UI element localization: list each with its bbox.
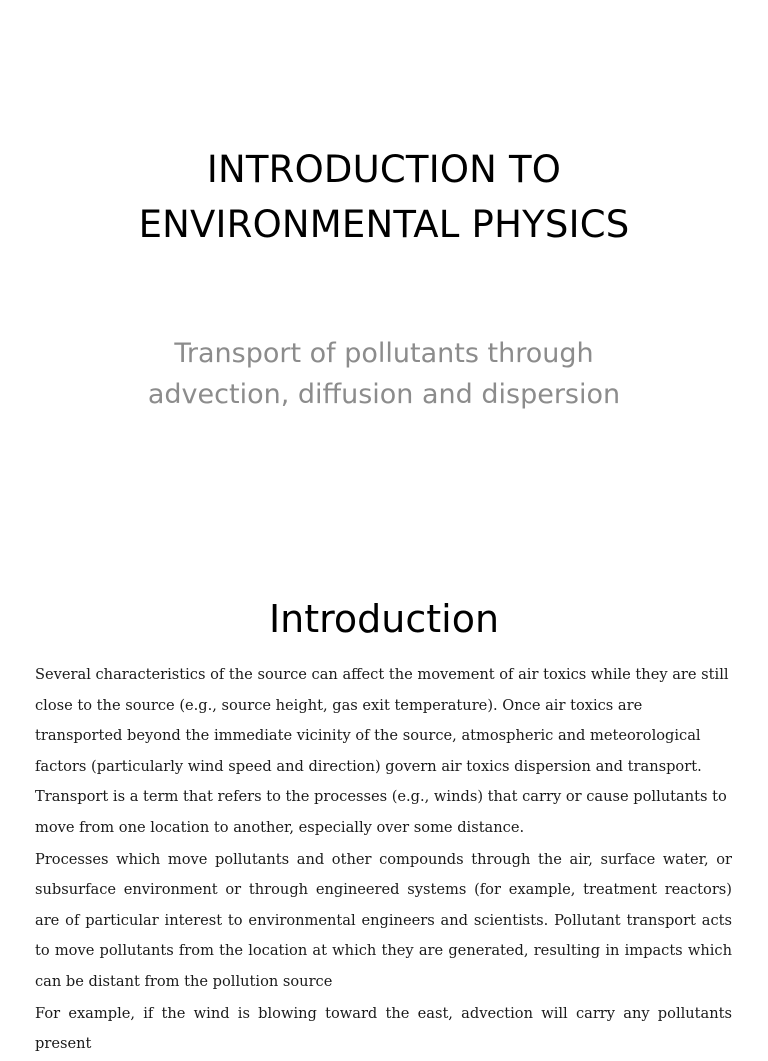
slide-subtitle-line-1: Transport of pollutants through — [174, 338, 594, 369]
paragraph-1: Several characteristics of the source can affect the movement of air toxics while they are still close to the source (e.g., source height, gas exit temperature). Once air toxics are transported beyond the immediate vicinity of the source, atmospheric and meteorological factors (particularly wind speed and direction) govern air toxics dispersion and transport. Transport is a term that refers to the processes (e.g., winds) that carry or cause pollutants to move from one location to another, especially over some distance. — [35, 666, 729, 836]
introduction-slide — [0, 576, 768, 1053]
slide-title-line-2: ENVIRONMENTAL PHYSICS — [138, 203, 630, 246]
paragraph-3: For example, if the wind is blowing toward the east, advection will carry any pollutants present — [35, 1004, 732, 1053]
paragraph-2: Processes which move pollutants and other compounds through the air, surface water, or subsurface environment or through engineered systems (for example, treatment reactors) are of particular interest to environmental engineers and scientists. Pollutant transport acts to move pollutants from the location at which they are generated, resulting in impacts which can be distant from the pollution source — [35, 850, 732, 990]
slide-title — [0, 142, 768, 252]
slide-subtitle-line-2: advection, diffusion and dispersion — [147, 379, 621, 410]
section-heading: Introduction — [268, 597, 500, 641]
slide-title-line-1: INTRODUCTION TO — [206, 148, 562, 191]
slide-subtitle — [0, 333, 768, 415]
body-text — [35, 660, 732, 1061]
